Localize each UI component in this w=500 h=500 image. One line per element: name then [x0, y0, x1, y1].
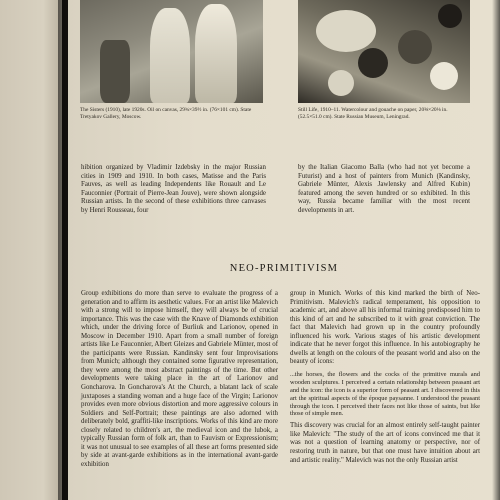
paragraph: hibition organized by Vladimir Izdebsky in the major Russian cities in 1909 and 1910. In both cases, Matisse and the Paris Fauves, as well as leading Independents like Rouault and Le Fauconnier (Portrait of Pierre-Jean Jouve), were shown alongside Russian artists. In the second of these exhibitions three canvases by Henri Rousseau, four [81, 164, 266, 214]
caption-right: Still Life, 1910–11. Watercolour and gouache on paper, 20⅝×20⅛ in. (52.5×51.0 cm). State Russian Museum, Leningrad. [298, 107, 448, 120]
page-shadow [492, 0, 500, 500]
caption-left: The Sisters (1910), late 1920s. Oil on canvas, 29¾×39½ in. (76×101 cm). State Tretyakov Gallery, Moscow. [80, 107, 252, 120]
book-page [68, 0, 500, 500]
section-heading: NEO-PRIMITIVISM [229, 263, 339, 274]
lower-right-column [290, 290, 480, 465]
painted-fruit [328, 70, 354, 96]
painted-plate [316, 10, 376, 52]
upper-left-column [81, 164, 266, 215]
previous-page-edge [0, 0, 62, 500]
painted-fruit [438, 4, 462, 28]
painted-figure [150, 8, 190, 103]
painted-fruit [430, 62, 458, 90]
painted-tree [100, 40, 130, 103]
upper-right-column [298, 164, 470, 215]
paragraph: by the Italian Giacomo Balla (who had not yet become a Futurist) and a host of painters from Munich (Kandinsky, Gabriele Münter, Alexis Jawlensky and Alfred Kubin) featured among the seven hundred or so exhibited. In this way, Russia became familiar with the most recent developments in art. [298, 164, 470, 214]
block-quote: ...the horses, the flowers and the cocks of the primitive murals and wooden sculptures. I perceived a certain relationship between peasant art and the icon: the icon is a superior form of peasant art. I discovered in this art the spiritual aspects of the époque paysanne. I understood the peasant through the icon. I perceived their faces not like those of saints, but like those of simple men. [290, 370, 480, 418]
painted-fruit [358, 48, 388, 78]
painted-figure [195, 4, 237, 103]
paragraph: This discovery was crucial for an almost entirely self-taught painter like Malevich: "The study of the art of icons convinced me that it was not a question of learning anatomy or perspective, nor of restoring truth in nature, but that one must have intuition about art and artistic reality." Malevich was not the only Russian artist [290, 422, 480, 464]
paragraph: group in Munich. Works of this kind marked the birth of Neo-Primitivism. Malevich's radical temperament, his opposition to academic art, and above all his informal training predisposed him to this kind of art and he subscribed to it with great conviction. The fact that Malevich had grown up in the country profoundly influenced his work. Various stages of his artistic development indicate that he never forgot this influence. In his autobiography he dwells at length on the colours of the peasant world and also on the beauty of icons: [290, 290, 480, 366]
paragraph: Group exhibitions do more than serve to evaluate the progress of a generation and to affirm its aesthetic values. For an artist like Malevich with a strong will to impose himself, they will always be of crucial importance. This was the case with the Knave of Diamonds exhibition which, under the driving force of Burliuk and Larionov, opened in Moscow in December 1910. Apart from a small number of foreign artists like Le Fauconnier, Albert Gleizes and Gabriele Münter, most of the participants were Russian. Kandinsky sent four Improvisations from Munich; although they contained some figurative representation, they were among the most abstract paintings of the time. But other developments were taking place in the art of Larionov and Goncharova. In Goncharova's At the Church, a blatant lack of scale juxtaposes a standing woman and a huge face of the Virgin; Larionov provides even more obvious distortion and more aggressive colours in Soldiers and Self-Portrait; these paintings are also adorned with deliberately bold, graffiti-like inscriptions. Works of this kind are more closely related to children's art, the medieval icon and the lubok, a typically Russian form of folk art, than to Fauvism or Expressionism; it was not unusual to see examples of all these art forms presented side by side at avant-garde exhibitions as in the international avant-garde exhibition [81, 290, 278, 468]
painting-the-sisters [80, 0, 263, 103]
painted-fruit [398, 30, 432, 64]
lower-left-column [81, 290, 278, 469]
painting-still-life [298, 0, 470, 103]
